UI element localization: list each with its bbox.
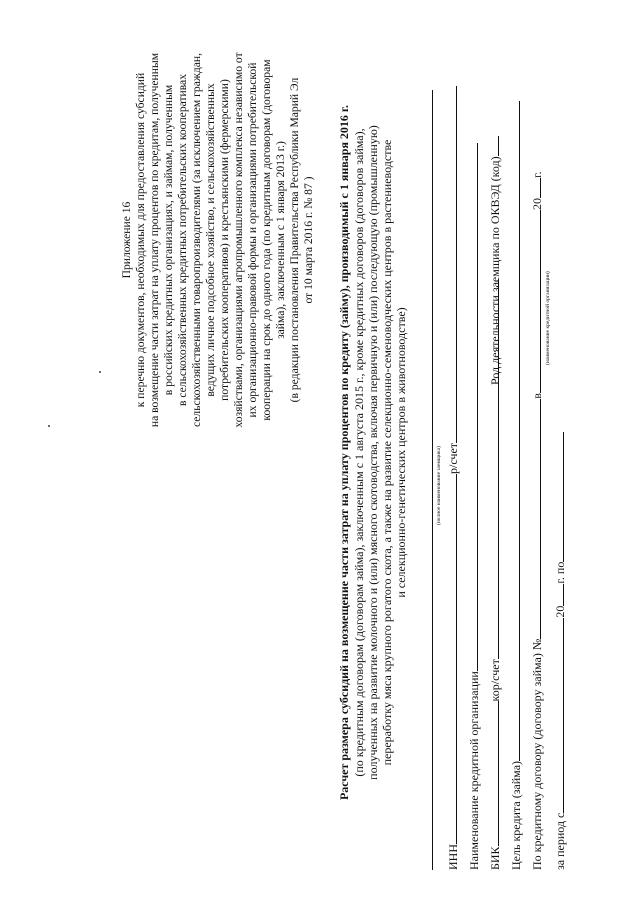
inn-field: [446, 86, 460, 870]
contract-year-prefix: 20: [530, 198, 544, 211]
bank-name-field: [467, 143, 481, 870]
inn-input[interactable]: [446, 474, 457, 844]
contract-year-input[interactable]: [530, 178, 541, 198]
period-to-label: г. по: [553, 561, 567, 584]
scan-speck: [48, 426, 50, 428]
activity-code-input[interactable]: [488, 136, 499, 156]
appendix-line: сельскохозяйственными товаропроизводителями (за исключением граждан,: [190, 52, 203, 428]
appendix-line: потребительских кооперативов) и крестьянскими (фермерскими): [218, 79, 231, 401]
bank-name-label: Наименование кредитной организации: [467, 671, 481, 870]
heading-note-line: полученных на развитие молочного и (или) мясного скотоводства, включая первичную и (или) последующую (промышленную): [366, 125, 380, 780]
contract-year-suffix: г.: [530, 171, 544, 179]
borrower-name-caption: (полное наименование заемщика): [436, 446, 442, 525]
purpose-field: [509, 101, 523, 870]
period-from-year-prefix: 20: [553, 605, 567, 618]
rs-label: р/счет: [446, 442, 460, 474]
appendix-line: хозяйствами, организациями агропромышленного комплекса независимо от: [232, 52, 245, 428]
heading-note-line: и селекционно-генетических центров в животноводстве): [394, 307, 408, 598]
bik-input[interactable]: [488, 701, 499, 846]
period-from-year-input[interactable]: [553, 584, 564, 606]
appendix-line: кооперации на срок до одного года (по кредитным договорам (договорам: [260, 59, 273, 421]
purpose-input[interactable]: [509, 101, 520, 761]
contract-number-label: По кредитному договору (договору займа) №: [530, 638, 544, 870]
bik-label: БИК: [488, 846, 502, 870]
appendix-title: Приложение 16: [120, 201, 133, 279]
appendix-line: к перечню документов, необходимых для предоставления субсидий: [134, 72, 147, 408]
amendment-date: от 10 марта 2016 г. № 87 ): [302, 176, 315, 304]
scan-speck: [99, 372, 101, 374]
appendix-line: займа), заключенным с 1 января 2013 г.): [274, 141, 287, 339]
appendix-line: на возмещение части затрат на уплату процентов по кредитам, полученным: [148, 52, 161, 428]
bank-name-input[interactable]: [467, 143, 478, 671]
period-field: [553, 432, 567, 870]
period-from-input[interactable]: [553, 618, 564, 813]
purpose-label: Цель кредита (займа): [509, 760, 523, 870]
activity-code-field: [488, 136, 502, 385]
borrower-name-line[interactable]: [432, 90, 433, 870]
contract-field: [530, 171, 544, 870]
appendix-line: в российских кредитных организациях, и займам, полученным: [162, 84, 175, 396]
amendment-note: (в редакции постановления Правительства Республики Марий Эл: [288, 77, 301, 403]
creditor-preposition: в: [530, 393, 544, 399]
creditor-caption: (наименование кредитной организации): [545, 271, 551, 365]
period-from-label: за период с: [553, 812, 567, 870]
ks-label: кор/счет: [488, 659, 502, 702]
creditor-input[interactable]: [530, 210, 541, 393]
calculation-heading: Расчет размера субсидий на возмещение части затрат на уплату процентов по кредиту (займу), производимый с 1 января 2016 г.: [337, 104, 351, 801]
contract-number-input[interactable]: [530, 399, 541, 639]
period-to-input[interactable]: [553, 432, 564, 562]
activity-code-label: Род деятельности заемщика по ОКВЭД (код): [488, 156, 502, 385]
rs-input[interactable]: [446, 86, 457, 443]
heading-note-line: (по кредитным договорам (договорам займа), заключенным с 1 августа 2015 г., кроме кредитных договоров (договоров займа),: [352, 128, 366, 777]
heading-note-line: переработку мяса крупного рогатого скота, а также на развитие селекционно-семеноводческих центров в растениеводстве: [380, 139, 394, 766]
appendix-line: их организационно-правовой формы и организациями потребительской: [246, 62, 259, 418]
appendix-line: в сельскохозяйственных кредитных потребительских кооперативах: [176, 73, 189, 407]
appendix-line: ведущих личное подсобное хозяйство, и сельскохозяйственных: [204, 83, 217, 397]
inn-label: ИНН: [446, 844, 460, 870]
